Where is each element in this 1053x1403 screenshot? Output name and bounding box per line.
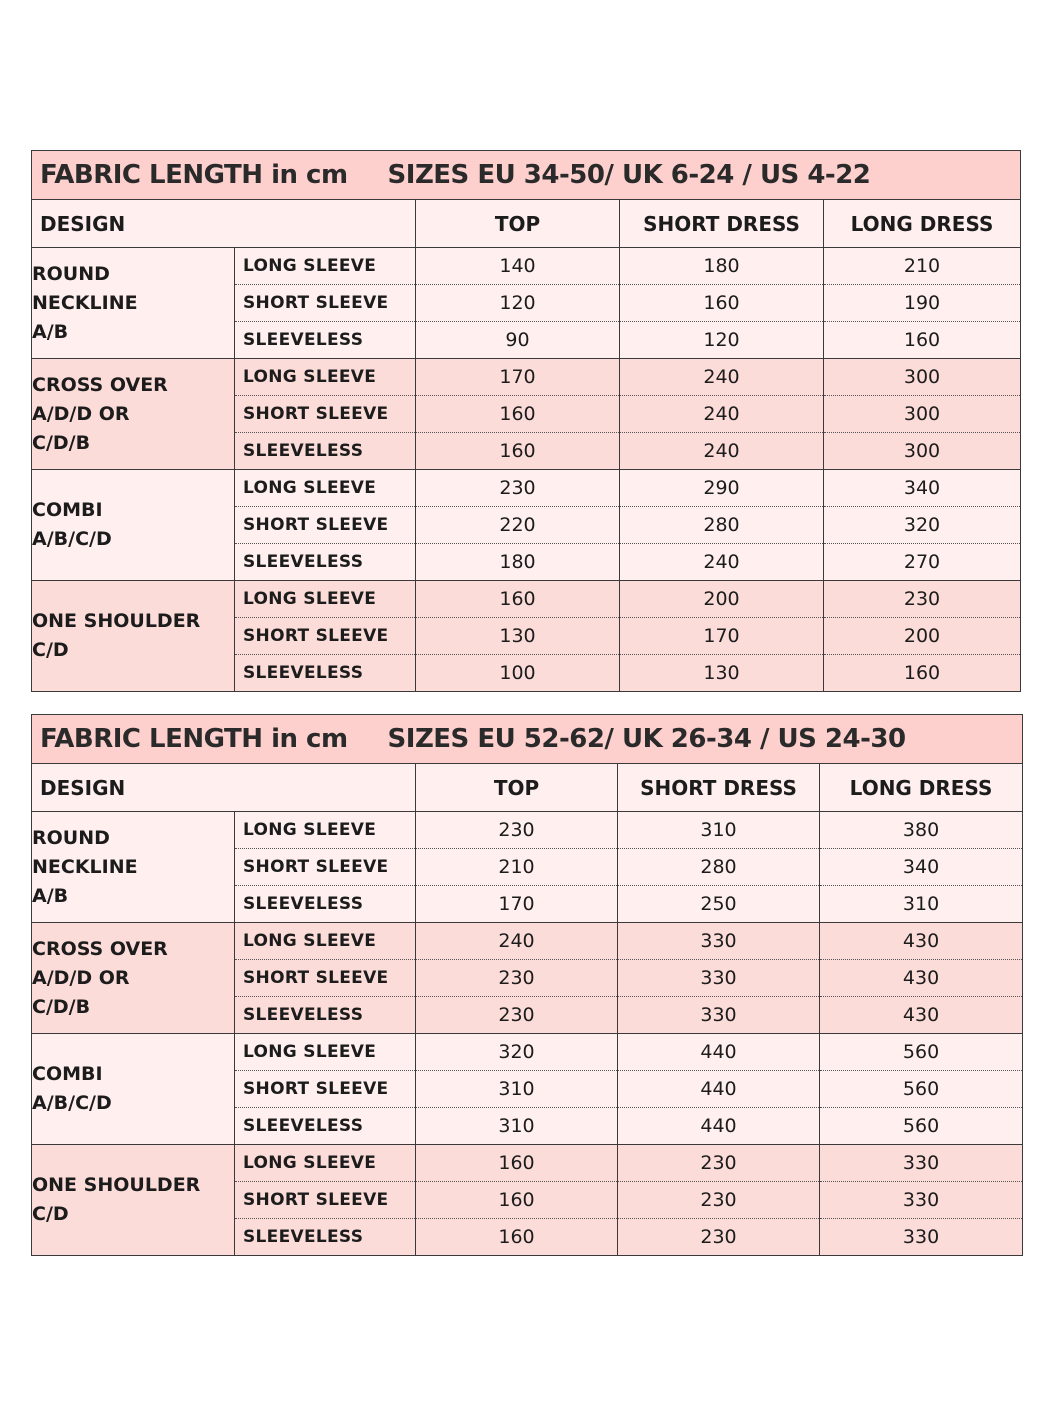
short-dress-length: 230 xyxy=(618,1145,820,1182)
long-dress-length: 190 xyxy=(824,285,1021,322)
sleeve-type: LONG SLEEVE xyxy=(235,812,416,849)
long-dress-length: 430 xyxy=(820,923,1023,960)
top-length: 160 xyxy=(416,581,620,618)
long-dress-length: 320 xyxy=(824,507,1021,544)
design-label-line: COMBI xyxy=(32,1063,103,1085)
table-row xyxy=(32,581,1021,618)
top-length: 160 xyxy=(416,396,620,433)
sleeve-type: SLEEVELESS xyxy=(235,322,416,359)
sleeve-type: SHORT SLEEVE xyxy=(235,285,416,322)
top-length: 230 xyxy=(416,997,618,1034)
design-label-line: COMBI xyxy=(32,499,103,521)
long-dress-length: 270 xyxy=(824,544,1021,581)
short-dress-length: 120 xyxy=(620,322,824,359)
design-group-label xyxy=(32,359,235,470)
design-group-label xyxy=(32,812,235,923)
top-length: 100 xyxy=(416,655,620,692)
short-dress-length: 240 xyxy=(620,544,824,581)
design-group-label xyxy=(32,581,235,692)
sleeve-type: SHORT SLEEVE xyxy=(235,960,416,997)
sleeve-type: LONG SLEEVE xyxy=(235,248,416,285)
short-dress-header: SHORT DRESS xyxy=(618,764,820,812)
design-label-line: ROUND xyxy=(32,262,110,285)
design-group-label xyxy=(32,1034,235,1145)
design-label-line: NECKLINE xyxy=(32,855,138,878)
top-length: 170 xyxy=(416,359,620,396)
design-label-line: ROUND xyxy=(32,826,110,849)
sleeve-type: SLEEVELESS xyxy=(235,433,416,470)
long-dress-length: 330 xyxy=(820,1182,1023,1219)
sleeve-type: SHORT SLEEVE xyxy=(235,1182,416,1219)
top-length: 230 xyxy=(416,470,620,507)
long-dress-length: 330 xyxy=(820,1145,1023,1182)
table-title: FABRIC LENGTH in cm xyxy=(40,160,348,190)
short-dress-length: 280 xyxy=(618,849,820,886)
short-dress-length: 330 xyxy=(618,960,820,997)
long-dress-length: 160 xyxy=(824,655,1021,692)
top-length: 130 xyxy=(416,618,620,655)
top-length: 120 xyxy=(416,285,620,322)
short-dress-length: 290 xyxy=(620,470,824,507)
sleeve-type: SHORT SLEEVE xyxy=(235,507,416,544)
top-length: 90 xyxy=(416,322,620,359)
short-dress-length: 240 xyxy=(620,433,824,470)
long-dress-length: 310 xyxy=(820,886,1023,923)
top-length: 170 xyxy=(416,886,618,923)
short-dress-length: 180 xyxy=(620,248,824,285)
short-dress-length: 240 xyxy=(620,396,824,433)
short-dress-length: 230 xyxy=(618,1219,820,1256)
design-header: DESIGN xyxy=(32,764,416,812)
top-length: 230 xyxy=(416,960,618,997)
design-header: DESIGN xyxy=(32,200,416,248)
size-range: SIZES EU 52-62/ UK 26-34 / US 24-30 xyxy=(387,724,906,754)
design-group-label xyxy=(32,248,235,359)
long-dress-length: 160 xyxy=(824,322,1021,359)
design-group-label xyxy=(32,923,235,1034)
table-row xyxy=(32,470,1021,507)
size-range: SIZES EU 34-50/ UK 6-24 / US 4-22 xyxy=(387,160,871,190)
table-row xyxy=(32,248,1021,285)
short-dress-length: 130 xyxy=(620,655,824,692)
sleeve-type: LONG SLEEVE xyxy=(235,359,416,396)
short-dress-length: 250 xyxy=(618,886,820,923)
design-group-label xyxy=(32,470,235,581)
long-dress-header: LONG DRESS xyxy=(824,200,1021,248)
design-label-line: A/B/C/D xyxy=(32,1092,112,1114)
top-header: TOP xyxy=(416,764,618,812)
long-dress-length: 430 xyxy=(820,960,1023,997)
long-dress-length: 560 xyxy=(820,1034,1023,1071)
sleeve-type: SLEEVELESS xyxy=(235,997,416,1034)
short-dress-length: 170 xyxy=(620,618,824,655)
fabric-length-table-small-sizes xyxy=(31,150,1021,692)
short-dress-length: 160 xyxy=(620,285,824,322)
long-dress-length: 430 xyxy=(820,997,1023,1034)
long-dress-length: 300 xyxy=(824,433,1021,470)
long-dress-length: 230 xyxy=(824,581,1021,618)
long-dress-length: 200 xyxy=(824,618,1021,655)
short-dress-length: 240 xyxy=(620,359,824,396)
table-title: FABRIC LENGTH in cm xyxy=(40,724,348,754)
top-length: 140 xyxy=(416,248,620,285)
top-length: 160 xyxy=(416,1145,618,1182)
long-dress-header: LONG DRESS xyxy=(820,764,1023,812)
design-label-line: ONE SHOULDER xyxy=(32,1174,201,1196)
fabric-length-table-large-sizes xyxy=(31,714,1023,1256)
sleeve-type: SHORT SLEEVE xyxy=(235,849,416,886)
long-dress-length: 340 xyxy=(824,470,1021,507)
design-group-label xyxy=(32,1145,235,1256)
design-label-line: C/D xyxy=(32,639,69,661)
table-row xyxy=(32,812,1023,849)
short-dress-length: 230 xyxy=(618,1182,820,1219)
long-dress-length: 300 xyxy=(824,359,1021,396)
design-label-line: A/D/D OR xyxy=(32,966,130,989)
sleeve-type: SLEEVELESS xyxy=(235,544,416,581)
design-label-line: A/B/C/D xyxy=(32,528,112,550)
long-dress-length: 210 xyxy=(824,248,1021,285)
table-title-bar xyxy=(32,715,1023,764)
design-label-line: A/D/D OR xyxy=(32,402,130,425)
long-dress-length: 380 xyxy=(820,812,1023,849)
sleeve-type: LONG SLEEVE xyxy=(235,581,416,618)
long-dress-length: 560 xyxy=(820,1108,1023,1145)
sleeve-type: LONG SLEEVE xyxy=(235,470,416,507)
top-length: 310 xyxy=(416,1108,618,1145)
top-length: 160 xyxy=(416,433,620,470)
sleeve-type: SLEEVELESS xyxy=(235,886,416,923)
sleeve-type: SLEEVELESS xyxy=(235,1108,416,1145)
long-dress-length: 330 xyxy=(820,1219,1023,1256)
sleeve-type: LONG SLEEVE xyxy=(235,1034,416,1071)
design-label-line: CROSS OVER xyxy=(32,937,168,960)
top-header: TOP xyxy=(416,200,620,248)
sleeve-type: SHORT SLEEVE xyxy=(235,618,416,655)
short-dress-length: 330 xyxy=(618,997,820,1034)
top-length: 310 xyxy=(416,1071,618,1108)
design-label-line: C/D/B xyxy=(32,431,91,454)
column-header-row xyxy=(32,200,1021,248)
sleeve-type: SLEEVELESS xyxy=(235,1219,416,1256)
top-length: 240 xyxy=(416,923,618,960)
design-label-line: A/B xyxy=(32,884,69,907)
short-dress-length: 440 xyxy=(618,1071,820,1108)
sleeve-type: LONG SLEEVE xyxy=(235,1145,416,1182)
short-dress-length: 440 xyxy=(618,1034,820,1071)
short-dress-length: 280 xyxy=(620,507,824,544)
table-row xyxy=(32,1145,1023,1182)
top-length: 160 xyxy=(416,1182,618,1219)
short-dress-length: 440 xyxy=(618,1108,820,1145)
table-row xyxy=(32,1034,1023,1071)
table-row xyxy=(32,359,1021,396)
top-length: 160 xyxy=(416,1219,618,1256)
top-length: 220 xyxy=(416,507,620,544)
short-dress-header: SHORT DRESS xyxy=(620,200,824,248)
sleeve-type: SHORT SLEEVE xyxy=(235,396,416,433)
short-dress-length: 330 xyxy=(618,923,820,960)
table-row xyxy=(32,923,1023,960)
top-length: 230 xyxy=(416,812,618,849)
short-dress-length: 310 xyxy=(618,812,820,849)
sleeve-type: LONG SLEEVE xyxy=(235,923,416,960)
long-dress-length: 340 xyxy=(820,849,1023,886)
design-label-line: C/D xyxy=(32,1203,69,1225)
short-dress-length: 200 xyxy=(620,581,824,618)
long-dress-length: 300 xyxy=(824,396,1021,433)
design-label-line: CROSS OVER xyxy=(32,373,168,396)
table-title-bar xyxy=(32,151,1021,200)
top-length: 210 xyxy=(416,849,618,886)
design-label-line: NECKLINE xyxy=(32,291,138,314)
sleeve-type: SHORT SLEEVE xyxy=(235,1071,416,1108)
design-label-line: ONE SHOULDER xyxy=(32,610,201,632)
design-label-line: C/D/B xyxy=(32,995,91,1018)
design-label-line: A/B xyxy=(32,320,69,343)
column-header-row xyxy=(32,764,1023,812)
long-dress-length: 560 xyxy=(820,1071,1023,1108)
top-length: 180 xyxy=(416,544,620,581)
top-length: 320 xyxy=(416,1034,618,1071)
sleeve-type: SLEEVELESS xyxy=(235,655,416,692)
